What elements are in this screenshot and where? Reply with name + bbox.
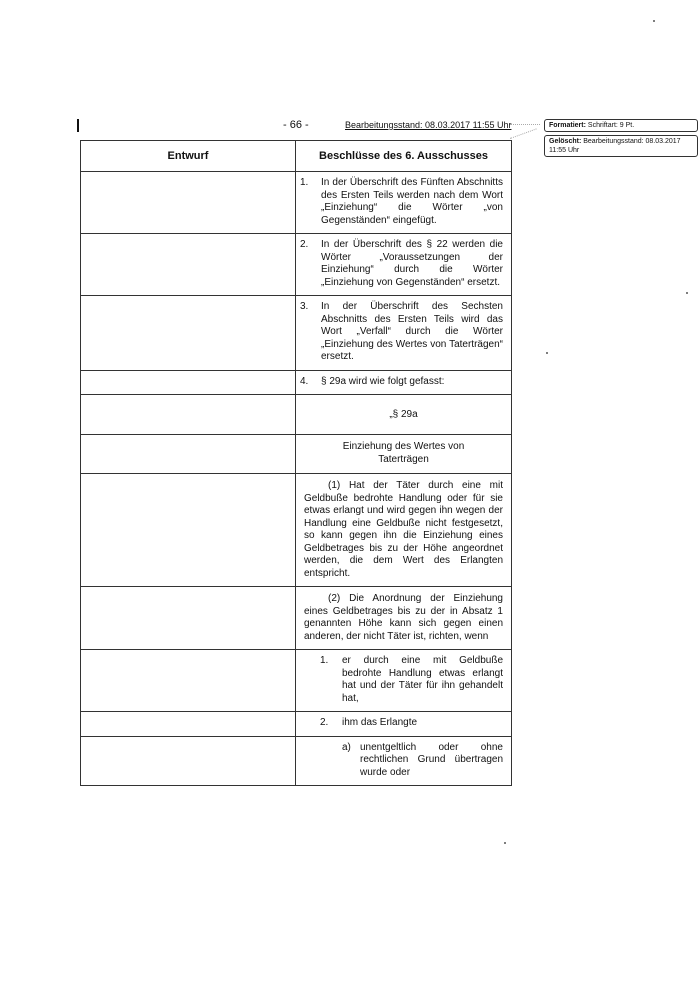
table-row (81, 296, 512, 371)
sub-number: 2. (320, 717, 329, 728)
bearbeitungsstand: Bearbeitungsstand: 08.03.2017 11:55 Uhr (345, 120, 512, 130)
item-number: 4. (300, 375, 309, 387)
item-text: In der Überschrift des Fünften Abschnitts des Ersten Teils werden nach dem Wort „Einziehung“ die Wörter „von Gegenständen“ eingefügt. (321, 177, 503, 226)
table-row (81, 587, 512, 650)
beschluss-cell (296, 474, 512, 587)
paragraph-2: (2) Die Anordnung der Einziehung eines Geldbetrages bis zu der in Absatz 1 genannten Höhe kann sich gegen einen anderen, der nicht Täter ist, richten, wenn (304, 593, 503, 642)
sub-letter: a) (342, 741, 351, 753)
entwurf-cell (81, 712, 296, 737)
col-entwurf-header: Entwurf (81, 141, 296, 172)
change-bar (77, 119, 79, 132)
synopsis-table (80, 140, 512, 786)
beschluss-cell (296, 172, 512, 234)
entwurf-cell (81, 234, 296, 296)
table-row (81, 395, 512, 435)
table-row (81, 712, 512, 737)
beschluss-cell (296, 435, 512, 474)
item-text: In der Überschrift des § 22 werden die Wörter „Voraussetzungen der Einziehung“ durch die Wörter „Einziehung von Gegenständen“ ersetzt. (321, 239, 503, 288)
beschluss-cell (296, 587, 512, 650)
annotation-geloescht[interactable] (544, 135, 698, 157)
annotation-connector-2 (510, 128, 537, 139)
table-row (81, 172, 512, 234)
annotation-connector (510, 124, 540, 125)
table-row (81, 435, 512, 474)
item-number: 1. (300, 177, 309, 188)
annotation-geloescht-value: Bearbeitungsstand: 08.03.2017 11:55 Uhr (549, 138, 681, 154)
beschluss-cell (296, 736, 512, 786)
beschluss-cell (296, 395, 512, 435)
entwurf-cell (81, 435, 296, 474)
item-number: 3. (300, 301, 309, 312)
beschluss-cell (296, 370, 512, 395)
section-heading: „§ 29a (389, 409, 418, 420)
table-row (81, 650, 512, 712)
sub-number: 1. (320, 655, 329, 666)
sub-text: unentgeltlich oder ohne rechtlichen Grund übertragen wurde oder (360, 741, 503, 778)
beschluss-cell (296, 712, 512, 737)
page-number: - 66 - (283, 119, 309, 131)
entwurf-cell (81, 736, 296, 786)
entwurf-cell (81, 370, 296, 395)
table-row (81, 370, 512, 395)
sub-text: er durch eine mit Geldbuße bedrohte Handlung etwas erlangt hat und der Täter für ihn gehandelt hat, (342, 655, 503, 704)
table-row (81, 234, 512, 296)
beschluss-cell (296, 650, 512, 712)
entwurf-cell (81, 395, 296, 435)
annotation-geloescht-label: Gelöscht: (549, 138, 582, 145)
scan-speck (653, 20, 655, 22)
entwurf-cell (81, 587, 296, 650)
section-title: Einziehung des Wertes von Taterträgen (342, 441, 465, 465)
scan-speck (546, 352, 548, 354)
table-row (81, 474, 512, 587)
paragraph-1: (1) Hat der Täter durch eine mit Geldbuße bedrohte Handlung oder für sie etwas erlangt und wird gegen ihn wegen der Handlung eine Geldbuße nicht festgesetzt, so kann gegen ihn die Einziehung eines Geldbetrages bis zu der Höhe angeordnet werden, die dem Wert des Erlangten entspricht. (304, 480, 503, 579)
beschluss-cell (296, 234, 512, 296)
entwurf-cell (81, 650, 296, 712)
entwurf-cell (81, 296, 296, 371)
sub-text: ihm das Erlangte (342, 717, 418, 728)
annotation-formatiert[interactable] (544, 119, 698, 132)
table-header-row (81, 141, 512, 172)
entwurf-cell (81, 172, 296, 234)
table-row (81, 736, 512, 786)
beschluss-cell (296, 296, 512, 371)
col-beschluesse-header: Beschlüsse des 6. Ausschusses (296, 141, 512, 172)
item-number: 2. (300, 239, 309, 250)
annotation-formatiert-label: Formatiert: (549, 122, 586, 129)
item-text: § 29a wird wie folgt gefasst: (321, 375, 445, 387)
annotation-formatiert-value: Schriftart: 9 Pt. (587, 122, 635, 129)
entwurf-cell (81, 474, 296, 587)
item-text: In der Überschrift des Sechsten Abschnitts des Ersten Teils wird das Wort „Verfall“ durch die Wörter „Einziehung des Wertes von Taterträgen“ ersetzt. (321, 301, 503, 362)
scan-speck (504, 842, 506, 844)
scan-speck (686, 292, 688, 294)
